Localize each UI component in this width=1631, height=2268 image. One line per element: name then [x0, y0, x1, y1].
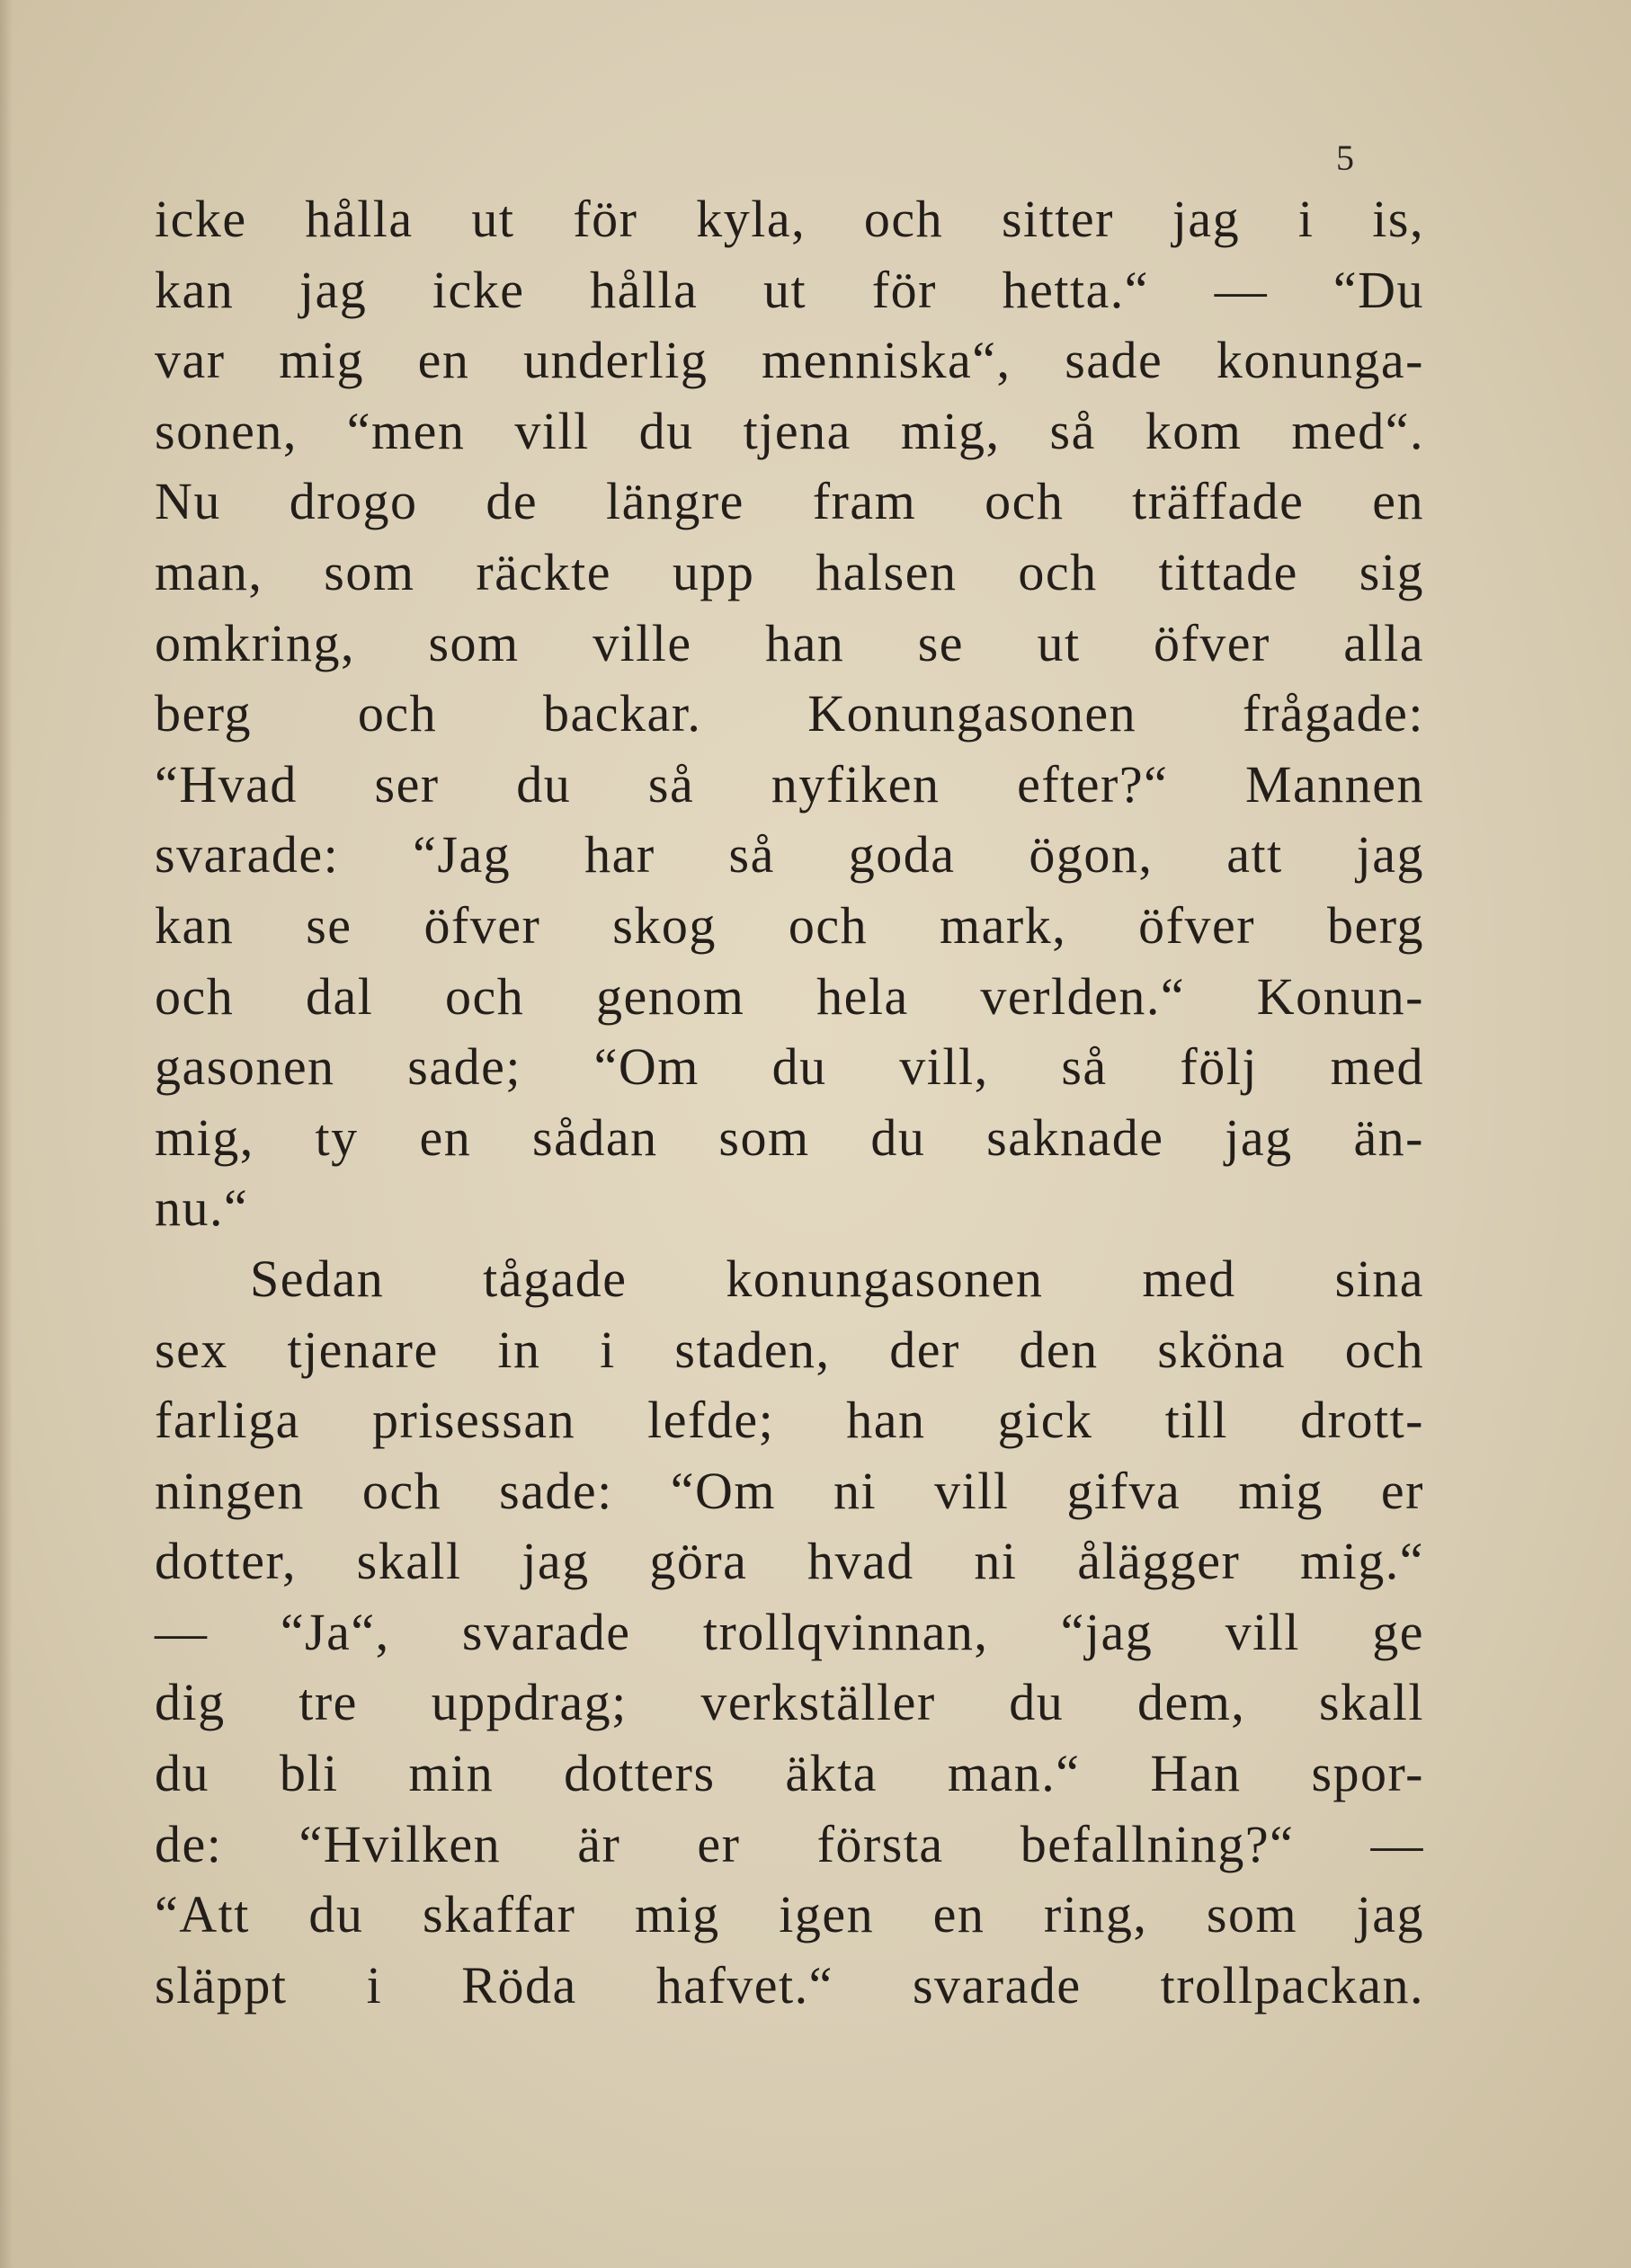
body-text [155, 184, 1424, 2021]
text-line: släppt i Röda hafvet.“ svarade trollpackan. [155, 1955, 1424, 2015]
text-line: var mig en underlig menniska“, sade konunga- [155, 331, 1424, 390]
text-line: nu.“ [155, 1178, 249, 1238]
text-line: kan se öfver skog och mark, öfver berg [155, 895, 1424, 955]
text-line: gasonen sade; “Om du vill, så följ med [155, 1037, 1424, 1097]
text-line: “Att du skaffar mig igen en ring, som jag [155, 1885, 1424, 1944]
text-line: kan jag icke hålla ut för hetta.“ — “Du [155, 260, 1424, 319]
text-line: de: “Hvilken är er första befallning?“ — [155, 1814, 1424, 1873]
text-line: berg och backar. Konungasonen frågade: [155, 684, 1424, 743]
text-line: omkring, som ville han se ut öfver alla [155, 613, 1424, 672]
text-line: Sedan tågade konungasonen med sina [250, 1249, 1424, 1308]
text-line: svarade: “Jag har så goda ögon, att jag [155, 825, 1424, 885]
text-line: “Hvad ser du så nyfiken efter?“ Mannen [155, 754, 1424, 814]
text-line: sonen, “men vill du tjena mig, så kom med“. [155, 401, 1424, 460]
text-line: — “Ja“, svarade trollqvinnan, “jag vill ge [155, 1602, 1424, 1661]
text-line: du bli min dotters äkta man.“ Han spor- [155, 1744, 1424, 1803]
text-line: sex tjenare in i staden, der den sköna och [155, 1320, 1424, 1379]
page-number: 5 [1336, 138, 1354, 178]
text-line: ningen och sade: “Om ni vill gifva mig er [155, 1461, 1424, 1520]
text-line: och dal och genom hela verlden.“ Konun- [155, 966, 1424, 1026]
text-line: mig, ty en sådan som du saknade jag än- [155, 1107, 1424, 1167]
text-line: farliga prisessan lefde; han gick till drott- [155, 1391, 1424, 1450]
text-line: dotter, skall jag göra hvad ni ålägger mig.“ [155, 1532, 1424, 1591]
text-line: Nu drogo de längre fram och träffade en [155, 472, 1424, 531]
text-line: icke hålla ut för kyla, och sitter jag i is, [155, 190, 1424, 248]
page-edge-shadow [0, 0, 13, 2268]
text-line: man, som räckte upp halsen och tittade sig [155, 542, 1424, 601]
text-line: dig tre uppdrag; verkställer du dem, skall [155, 1673, 1424, 1732]
